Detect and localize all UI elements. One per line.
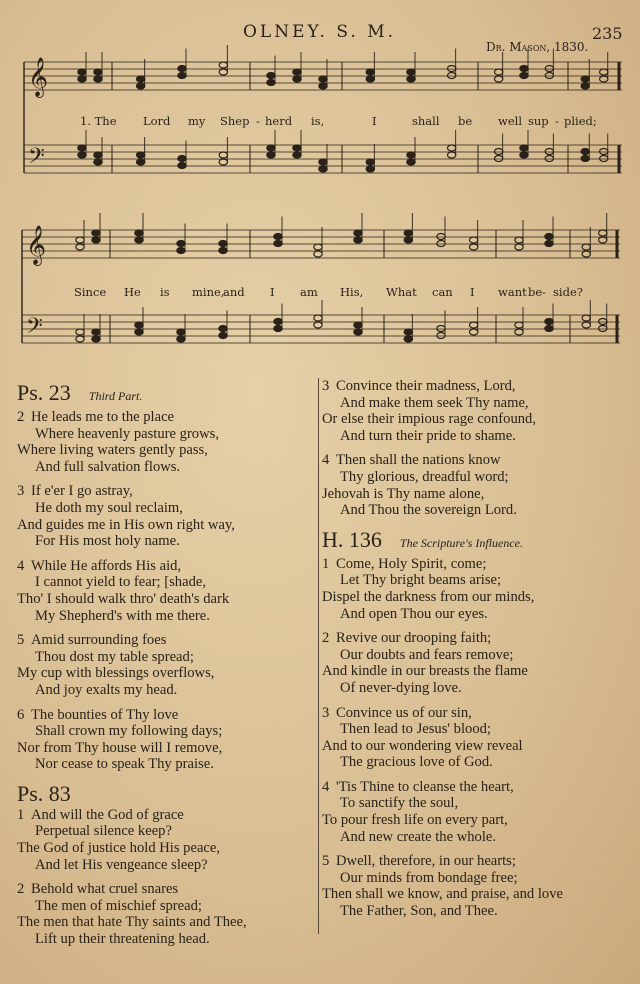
stanza <box>17 558 315 624</box>
note-head <box>366 159 374 165</box>
note-head <box>135 230 143 236</box>
stanza-number: 1 <box>17 806 25 823</box>
stanza <box>322 705 622 771</box>
note-head <box>582 315 590 321</box>
note-head <box>469 237 477 243</box>
note-head <box>520 66 528 72</box>
lyric-syllable: Lord <box>143 114 171 128</box>
note-head <box>545 66 553 72</box>
stanza-line: And make them seek Thy name, <box>340 394 529 411</box>
stanza <box>322 779 622 845</box>
note-head <box>76 244 84 250</box>
note-head <box>437 333 445 339</box>
note-head <box>447 73 455 79</box>
note-head <box>267 145 275 151</box>
stanza-number: 5 <box>17 632 25 649</box>
stanza-line: And turn their pride to shame. <box>340 427 516 444</box>
note-head <box>600 69 608 75</box>
note-head <box>520 152 528 158</box>
note-head <box>469 329 477 335</box>
stanza-line: 3 Convince their madness, Lord, <box>322 378 516 394</box>
lyric-syllable: and <box>223 285 245 299</box>
note-head <box>599 326 607 332</box>
note-head <box>437 241 445 247</box>
note-head <box>177 248 185 254</box>
note-head <box>494 76 502 82</box>
stanza-line: He doth my soul reclaim, <box>35 499 183 516</box>
note-head <box>407 159 415 165</box>
note-head <box>600 76 608 82</box>
note-head <box>447 66 455 72</box>
note-head <box>366 69 374 75</box>
stanza <box>17 483 315 549</box>
stanza-line: Jehovah is Thy name alone, <box>322 485 485 502</box>
note-head <box>319 159 327 165</box>
note-head <box>581 76 589 82</box>
stanza <box>17 807 315 873</box>
stanza-line: And kindle in our breasts the flame <box>322 663 528 680</box>
treble-clef: 𝄞 <box>28 57 49 97</box>
stanza-number: 4 <box>322 778 330 795</box>
note-head <box>599 237 607 243</box>
note-head <box>314 244 322 250</box>
stanza-number: 4 <box>17 557 25 574</box>
left-column <box>17 378 315 956</box>
note-head <box>219 333 227 339</box>
note-head <box>545 149 553 155</box>
lyric-syllable: side? <box>553 285 583 299</box>
lyric-syllable: - <box>542 285 546 299</box>
note-head <box>178 163 186 169</box>
note-head <box>94 69 102 75</box>
note-head <box>78 69 86 75</box>
hymn-number: H. 136 <box>322 526 382 552</box>
note-head <box>135 237 143 243</box>
stanza-line: 3 Convince us of our sin, <box>322 704 472 721</box>
stanza-line: 4 While He affords His aid, <box>17 557 182 574</box>
note-head <box>599 230 607 236</box>
hymn-number: Ps. 83 <box>17 780 71 806</box>
note-head <box>600 156 608 162</box>
note-head <box>366 76 374 82</box>
stanza-line: For His most holy name. <box>35 533 180 550</box>
note-head <box>515 237 523 243</box>
note-head <box>92 336 100 342</box>
note-head <box>447 145 455 151</box>
stanza-line: And let His vengeance sleep? <box>35 856 208 873</box>
hymn-heading <box>322 527 622 556</box>
note-head <box>582 244 590 250</box>
lyric-syllable: plied; <box>564 114 597 128</box>
note-head <box>78 145 86 151</box>
stanza-line: Let Thy bright beams arise; <box>340 572 502 589</box>
note-head <box>178 156 186 162</box>
lyric-syllable: Since <box>74 285 107 299</box>
note-head <box>219 62 227 68</box>
note-head <box>404 230 412 236</box>
note-head <box>515 322 523 328</box>
note-head <box>177 329 185 335</box>
stanza-line: Dispel the darkness from our minds, <box>322 588 535 605</box>
stanza-number: 2 <box>17 881 25 898</box>
note-head <box>293 152 301 158</box>
lyric-syllable: be <box>458 114 473 128</box>
stanza <box>17 881 315 947</box>
note-head <box>219 152 227 158</box>
note-head <box>78 76 86 82</box>
note-head <box>177 241 185 247</box>
note-head <box>404 329 412 335</box>
stanza-line: Then shall we know, and praise, and love <box>322 886 563 903</box>
stanza <box>322 378 622 444</box>
note-head <box>136 159 144 165</box>
lyric-syllable: herd <box>265 114 293 128</box>
right-column <box>322 378 622 928</box>
note-head <box>136 83 144 89</box>
note-head <box>515 329 523 335</box>
note-head <box>293 76 301 82</box>
note-head <box>94 159 102 165</box>
stanza <box>322 630 622 696</box>
lyric-syllable: - <box>256 114 260 128</box>
lyric-syllable: my <box>188 114 206 128</box>
stanza-line: Nor from Thy house will I remove, <box>17 739 223 756</box>
stanza-line: And new create the whole. <box>340 828 497 845</box>
note-head <box>293 69 301 75</box>
note-head <box>267 73 275 79</box>
stanza-line: Tho' I should walk thro' death's dark <box>17 590 230 607</box>
stanza-line: 1 And will the God of grace <box>17 806 184 823</box>
note-head <box>319 76 327 82</box>
bass-clef: 𝄢 <box>28 144 45 174</box>
music-score <box>0 0 640 370</box>
note-head <box>354 237 362 243</box>
note-head <box>407 152 415 158</box>
bass-clef: 𝄢 <box>26 314 43 344</box>
note-head <box>354 329 362 335</box>
note-head <box>293 145 301 151</box>
note-head <box>92 237 100 243</box>
lyric-syllable: What <box>386 285 417 299</box>
stanza <box>322 452 622 518</box>
lyric-syllable: can <box>432 285 453 299</box>
note-head <box>274 319 282 325</box>
stanza-line: And guides me in His own right way, <box>17 516 235 533</box>
treble-clef: 𝄞 <box>26 225 47 265</box>
stanza-line: The men of mischief spread; <box>35 897 202 914</box>
stanza-number: 2 <box>17 409 25 425</box>
note-head <box>178 73 186 79</box>
hymn-subtitle: Third Part. <box>88 389 143 403</box>
stanza-line: 2 He leads me to the place <box>17 409 175 425</box>
note-head <box>319 166 327 172</box>
note-head <box>354 322 362 328</box>
note-head <box>314 322 322 328</box>
stanza-line: The gracious love of God. <box>340 754 493 771</box>
note-head <box>545 234 553 240</box>
stanza-line: To sanctify the soul, <box>340 795 459 812</box>
lyric-syllable: is <box>160 285 170 299</box>
note-head <box>274 241 282 247</box>
note-head <box>219 69 227 75</box>
stanza-line: To pour fresh life on every part, <box>322 812 508 829</box>
note-head <box>178 66 186 72</box>
note-head <box>599 319 607 325</box>
note-head <box>76 237 84 243</box>
note-head <box>407 76 415 82</box>
note-head <box>219 248 227 254</box>
stanza-line: 3 If e'er I go astray, <box>17 483 133 500</box>
stanza-line: 4 Then shall the nations know <box>322 452 501 469</box>
stanza-line: And joy exalts my head. <box>35 681 178 698</box>
note-head <box>515 244 523 250</box>
stanza-line: The Father, Son, and Thee. <box>340 903 498 920</box>
note-head <box>545 73 553 79</box>
note-head <box>92 230 100 236</box>
lyric-syllable: I <box>470 285 475 299</box>
note-head <box>582 251 590 257</box>
stanza-line: And full salvation flows. <box>35 458 181 475</box>
lyric-syllable: am <box>300 285 318 299</box>
note-head <box>135 322 143 328</box>
stanza-line: The men that hate Thy saints and Thee, <box>17 914 247 931</box>
stanza-line: 6 The bounties of Thy love <box>17 706 179 723</box>
note-head <box>219 326 227 332</box>
stanza-line: Then lead to Jesus' blood; <box>340 721 491 738</box>
stanza <box>322 853 622 919</box>
stanza-line: Our minds from bondage free; <box>340 869 518 886</box>
lyric-syllable: be <box>528 285 543 299</box>
note-head <box>78 152 86 158</box>
stanza-line: 5 Amid surrounding foes <box>17 632 167 649</box>
note-head <box>177 336 185 342</box>
note-head <box>267 80 275 86</box>
stanza-line: 2 Behold what cruel snares <box>17 881 179 898</box>
stanza-line: Where heavenly pasture grows, <box>35 425 219 442</box>
stanza-line: Thy glorious, dreadful word; <box>340 468 509 485</box>
composer-credit: Dr. Mason, 1830. <box>486 40 589 54</box>
note-head <box>581 156 589 162</box>
note-head <box>469 244 477 250</box>
stanza-line: And to our wondering view reveal <box>322 737 523 754</box>
stanza <box>17 707 315 773</box>
stanza-line: The God of justice hold His peace, <box>17 840 221 857</box>
lyric-syllable: Shep <box>220 114 250 128</box>
stanza-line: Shall crown my following days; <box>35 723 223 740</box>
note-head <box>494 156 502 162</box>
note-head <box>545 156 553 162</box>
note-head <box>469 322 477 328</box>
note-head <box>135 329 143 335</box>
stanza-number: 3 <box>17 483 25 500</box>
note-head <box>545 326 553 332</box>
note-head <box>92 329 100 335</box>
note-head <box>314 315 322 321</box>
note-head <box>437 234 445 240</box>
stanza-line: Thou dost my table spread; <box>35 648 194 665</box>
note-head <box>94 152 102 158</box>
note-head <box>404 237 412 243</box>
lyric-syllable: - <box>555 114 559 128</box>
stanza-line: Our doubts and fears remove; <box>340 646 514 663</box>
note-head <box>136 152 144 158</box>
note-head <box>447 152 455 158</box>
note-head <box>581 83 589 89</box>
note-head <box>94 76 102 82</box>
lyric-syllable: mine, <box>192 285 225 299</box>
note-head <box>274 234 282 240</box>
note-head <box>314 251 322 257</box>
lyric-syllable: is, <box>311 114 325 128</box>
lyric-syllable: He <box>124 285 141 299</box>
note-head <box>494 69 502 75</box>
column-divider <box>318 378 319 934</box>
lyric-syllable: I <box>270 285 275 299</box>
lyric-syllable: want <box>498 285 527 299</box>
stanza-number: 6 <box>17 706 25 723</box>
lyric-syllable: shall <box>412 114 440 128</box>
hymn-number: Ps. 23 <box>17 380 71 405</box>
hymn-heading <box>17 380 315 409</box>
stanza-line: And Thou the sovereign Lord. <box>340 502 517 519</box>
hymn-heading <box>17 781 315 807</box>
stanza-number: 4 <box>322 452 330 469</box>
note-head <box>366 166 374 172</box>
stanza <box>17 409 315 475</box>
note-head <box>494 149 502 155</box>
note-head <box>581 149 589 155</box>
note-head <box>76 336 84 342</box>
stanza-line: Nor cease to speak Thy praise. <box>35 756 214 773</box>
hymn-subtitle: The Scripture's Influence. <box>399 535 523 550</box>
note-head <box>319 83 327 89</box>
stanza-line: Where living waters gently pass, <box>17 442 208 459</box>
lyric-syllable: well <box>498 114 523 128</box>
stanza <box>17 632 315 698</box>
tune-title: OLNEY. S. M. <box>243 22 397 42</box>
note-head <box>437 326 445 332</box>
note-head <box>76 329 84 335</box>
stanza-line: 2 Revive our drooping faith; <box>322 630 492 647</box>
stanza-line: My cup with blessings overflows, <box>17 665 215 682</box>
note-head <box>582 322 590 328</box>
stanza-line: 4 'Tis Thine to cleanse the heart, <box>322 778 514 795</box>
note-head <box>354 230 362 236</box>
note-head <box>520 145 528 151</box>
stanza-line: Or else their impious rage confound, <box>322 411 536 428</box>
lyric-syllable: I <box>372 114 377 128</box>
stanza-number: 2 <box>322 630 330 647</box>
note-head <box>219 241 227 247</box>
stanza-line: Of never-dying love. <box>340 679 462 696</box>
stanza-line: 1 Come, Holy Spirit, come; <box>322 555 487 572</box>
note-head <box>600 149 608 155</box>
lyric-syllable: 1. The <box>80 114 117 128</box>
note-head <box>404 336 412 342</box>
stanza-number: 3 <box>322 378 330 394</box>
note-head <box>407 69 415 75</box>
note-head <box>219 159 227 165</box>
stanza-line: Perpetual silence keep? <box>35 823 172 840</box>
stanza-line: I cannot yield to fear; [shade, <box>35 574 206 591</box>
note-head <box>267 152 275 158</box>
note-head <box>545 319 553 325</box>
stanza-line: My Shepherd's with me there. <box>35 607 210 624</box>
stanza-line: Lift up their threatening head. <box>35 931 210 948</box>
note-head <box>545 241 553 247</box>
stanza-number: 1 <box>322 555 330 572</box>
lyric-syllable: sup <box>528 114 549 128</box>
note-head <box>520 73 528 79</box>
stanza-number: 5 <box>322 853 330 870</box>
stanza-number: 3 <box>322 704 330 721</box>
note-head <box>136 76 144 82</box>
page-number: 235 <box>592 24 623 43</box>
note-head <box>274 326 282 332</box>
stanza <box>322 556 622 622</box>
stanza-line: 5 Dwell, therefore, in our hearts; <box>322 853 516 870</box>
lyric-syllable: His, <box>340 285 364 299</box>
stanza-line: And open Thou our eyes. <box>340 605 488 622</box>
